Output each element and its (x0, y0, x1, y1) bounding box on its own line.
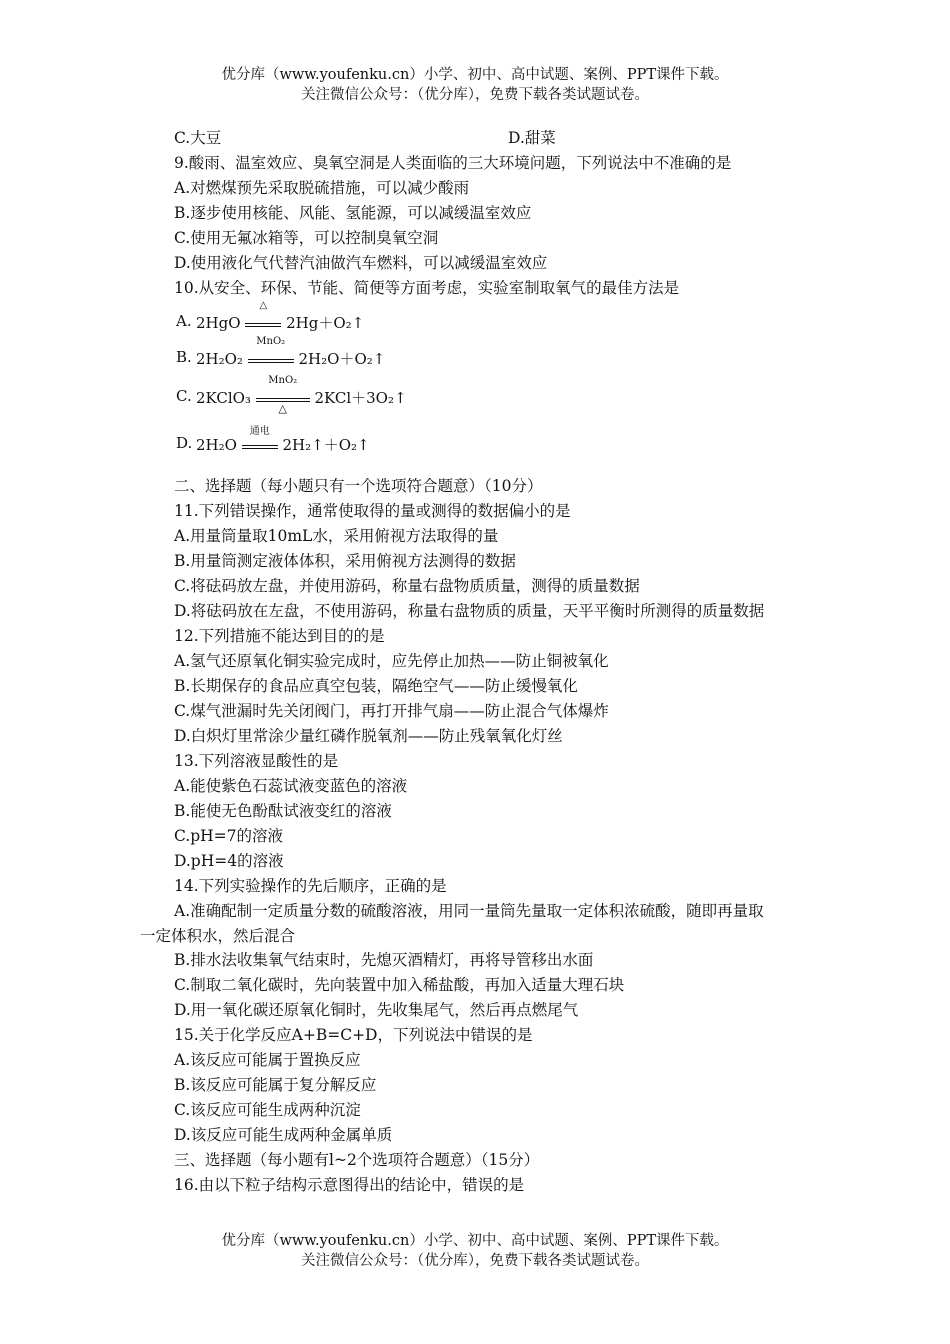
header-line-1: 优分库（www.youfenku.cn）小学、初中、高中试题、案例、PPT课件下载。 (221, 67, 729, 83)
q9-option-b: B.逐步使用核能、风能、氢能源，可以减缓温室效应 (174, 204, 532, 222)
q10-option-c-products: 2KCl＋3O₂↑ (314, 389, 407, 407)
q10-option-c-condition-below: △ (278, 402, 287, 415)
q8-option-c: C.大豆 (174, 129, 222, 147)
q10-option-b-label: B. (176, 348, 192, 366)
q10-option-b-condition: MnO₂ (256, 336, 286, 347)
q11-option-d: D.将砝码放在左盘，不使用游码，称量右盘物质的质量，天平平衡时所测得的质量数据 (174, 602, 765, 620)
q12-option-d: D.白炽灯里常涂少量红磷作脱氧剂——防止残氧氧化灯丝 (174, 727, 563, 745)
q10-option-a-products: 2Hg＋O₂↑ (286, 314, 365, 332)
q12-option-c: C.煤气泄漏时先关闭阀门，再打开排气扇——防止混合气体爆炸 (174, 702, 609, 720)
q10-option-d-condition: 通电 (249, 426, 270, 437)
q15-option-d: D.该反应可能生成两种金属单质 (174, 1126, 393, 1144)
q13-option-d: D.pH=4的溶液 (174, 852, 284, 870)
q10-stem: 10.从安全、环保、节能、简便等方面考虑，实验室制取氧气的最佳方法是 (174, 279, 680, 297)
equals-sign-icon (242, 445, 278, 449)
q8-option-d: D.甜菜 (508, 129, 556, 147)
q10-option-c-reactants: 2KClO₃ (196, 389, 251, 407)
q11-stem: 11.下列错误操作，通常使取得的量或测得的数据偏小的是 (174, 502, 571, 520)
section-2-title: 二、选择题（每小题只有一个选项符合题意）（10分） (174, 477, 543, 495)
q9-stem: 9.酸雨、温室效应、臭氧空洞是人类面临的三大环境问题，下列说法中不准确的是 (174, 154, 732, 172)
q10-option-d-label: D. (176, 434, 193, 452)
q13-option-a: A.能使紫色石蕊试液变蓝色的溶液 (174, 777, 408, 795)
equals-sign-icon (248, 359, 294, 363)
q9-option-d: D.使用液化气代替汽油做汽车燃料，可以减缓温室效应 (174, 254, 548, 272)
q14-option-d: D.用一氧化碳还原氧化铜时，先收集尾气，然后再点燃尾气 (174, 1001, 579, 1019)
q10-option-d-reactants: 2H₂O (196, 436, 237, 454)
q15-option-b: B.该反应可能属于复分解反应 (174, 1076, 377, 1094)
q11-option-a: A.用量筒量取10mL水，采用俯视方法取得的量 (174, 527, 499, 545)
q9-option-a: A.对燃煤预先采取脱硫措施，可以减少酸雨 (174, 179, 470, 197)
q14-option-c: C.制取二氧化碳时，先向装置中加入稀盐酸，再加入适量大理石块 (174, 976, 625, 994)
q15-stem: 15.关于化学反应A+B=C+D，下列说法中错误的是 (174, 1026, 533, 1044)
q10-option-d-products: 2H₂↑＋O₂↑ (282, 436, 370, 454)
q15-option-c: C.该反应可能生成两种沉淀 (174, 1101, 361, 1119)
q14-stem: 14.下列实验操作的先后顺序，正确的是 (174, 877, 447, 895)
footer-line-1: 优分库（www.youfenku.cn）小学、初中、高中试题、案例、PPT课件下载。 (221, 1233, 729, 1249)
q10-option-c-condition-above: MnO₂ (268, 375, 298, 386)
q13-option-b: B.能使无色酚酞试液变红的溶液 (174, 802, 392, 820)
q10-option-c-label: C. (176, 387, 192, 405)
q16-stem: 16.由以下粒子结构示意图得出的结论中，错误的是 (174, 1176, 525, 1194)
q14-option-a: A.准确配制一定质量分数的硫酸溶液，用同一量筒先量取一定体积浓硫酸，随即再量取 (174, 902, 764, 920)
header-line-2: 关注微信公众号：（优分库），免费下载各类试题试卷。 (301, 87, 649, 103)
q12-stem: 12.下列措施不能达到目的的是 (174, 627, 385, 645)
q12-option-b: B.长期保存的食品应真空包装，隔绝空气——防止缓慢氧化 (174, 677, 578, 695)
q11-option-b: B.用量筒测定液体体积，采用俯视方法测得的数据 (174, 552, 516, 570)
q15-option-a: A.该反应可能属于置换反应 (174, 1051, 361, 1069)
q10-option-a-label: A. (176, 312, 192, 330)
q14-option-b: B.排水法收集氧气结束时，先熄灭酒精灯，再将导管移出水面 (174, 951, 594, 969)
q10-option-a-reactants: 2HgO (196, 314, 241, 332)
q13-option-c: C.pH=7的溶液 (174, 827, 284, 845)
q10-option-a-condition: △ (259, 300, 268, 311)
q9-option-c: C.使用无氟冰箱等，可以控制臭氧空洞 (174, 229, 439, 247)
q13-stem: 13.下列溶液显酸性的是 (174, 752, 339, 770)
section-3-title: 三、选择题（每小题有l~2个选项符合题意）（15分） (174, 1151, 540, 1169)
q14-option-a-continued: 一定体积水，然后混合 (140, 927, 296, 945)
footer-line-2: 关注微信公众号：（优分库），免费下载各类试题试卷。 (301, 1253, 649, 1269)
q10-option-b-products: 2H₂O＋O₂↑ (298, 350, 386, 368)
q10-option-b-reactants: 2H₂O₂ (196, 350, 243, 368)
equals-sign-icon (245, 323, 281, 327)
q12-option-a: A.氢气还原氧化铜实验完成时，应先停止加热——防止铜被氧化 (174, 652, 609, 670)
q11-option-c: C.将砝码放左盘，并使用游码，称量右盘物质质量，测得的质量数据 (174, 577, 640, 595)
